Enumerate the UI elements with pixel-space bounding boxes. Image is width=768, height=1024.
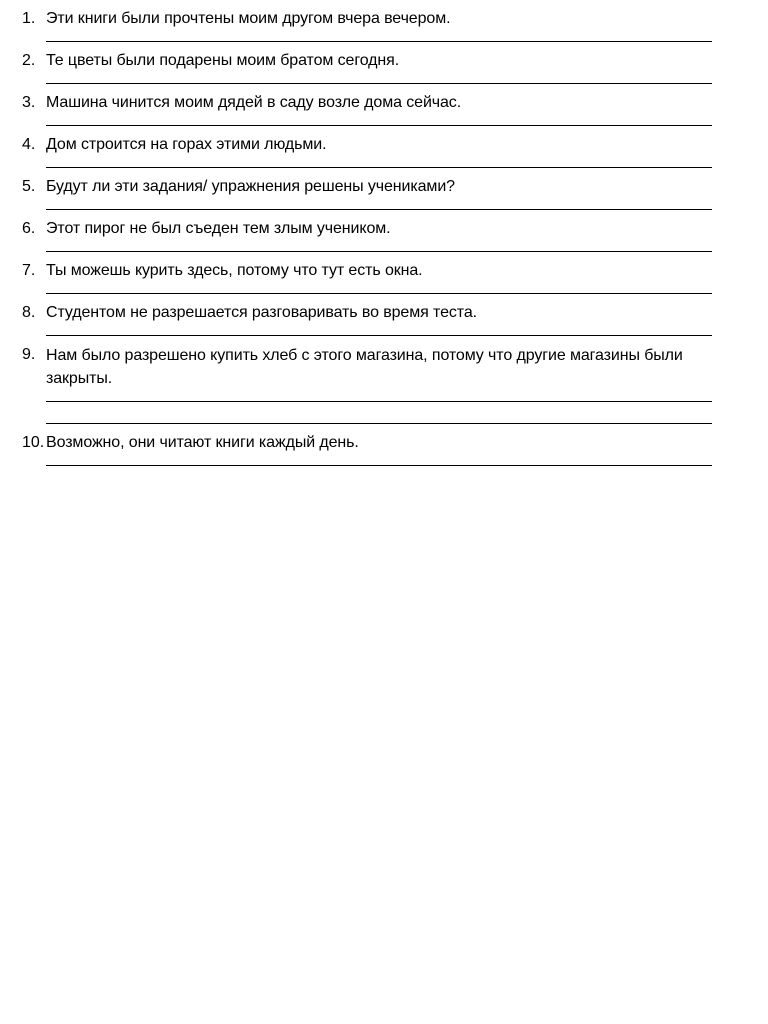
exercise-item-5 [22, 168, 714, 210]
answer-line[interactable] [46, 282, 712, 294]
exercise-item-9 [22, 336, 714, 424]
answer-line[interactable] [46, 114, 712, 126]
item-sentence: Машина чинится моим дядей в саду возле дома сейчас. [46, 94, 462, 111]
exercise-item-10 [22, 424, 714, 466]
exercise-item-7 [22, 252, 714, 294]
answer-line[interactable] [46, 454, 712, 466]
item-sentence: Эти книги были прочтены моим другом вчера вечером. [46, 10, 451, 27]
item-sentence: Нам было разрешено купить хлеб с этого магазина, потому что другие магазины были закрыты. [46, 347, 683, 387]
answer-line[interactable] [46, 324, 712, 336]
item-number: 3. [22, 94, 36, 111]
item-sentence: Возможно, они читают книги каждый день. [46, 434, 359, 451]
item-number: 6. [22, 220, 36, 237]
exercise-item-6 [22, 210, 714, 252]
item-sentence: Студентом не разрешается разговаривать во время теста. [46, 304, 477, 321]
exercise-list [22, 0, 714, 466]
exercise-item-1 [22, 0, 714, 42]
item-number: 5. [22, 178, 36, 195]
item-sentence: Будут ли эти задания/ упражнения решены учениками? [46, 178, 455, 195]
answer-line[interactable] [46, 30, 712, 42]
item-number: 1. [22, 10, 36, 27]
answer-line[interactable] [46, 156, 712, 168]
item-sentence: Те цветы были подарены моим братом сегодня. [46, 52, 400, 69]
item-sentence: Ты можешь курить здесь, потому что тут есть окна. [46, 262, 423, 279]
item-sentence: Дом строится на горах этими людьми. [46, 136, 327, 153]
exercise-item-8 [22, 294, 714, 336]
item-number: 10. [22, 434, 45, 451]
answer-line[interactable] [46, 390, 712, 402]
answer-line[interactable] [46, 198, 712, 210]
answer-line[interactable] [46, 402, 712, 424]
item-sentence: Этот пирог не был съеден тем злым учеником. [46, 220, 391, 237]
answer-line[interactable] [46, 240, 712, 252]
item-number: 4. [22, 136, 36, 153]
item-number: 2. [22, 52, 36, 69]
exercise-item-4 [22, 126, 714, 168]
item-number: 7. [22, 262, 36, 279]
item-number: 9. [22, 346, 36, 363]
answer-line[interactable] [46, 72, 712, 84]
exercise-item-2 [22, 42, 714, 84]
exercise-item-3 [22, 84, 714, 126]
item-number: 8. [22, 304, 36, 321]
